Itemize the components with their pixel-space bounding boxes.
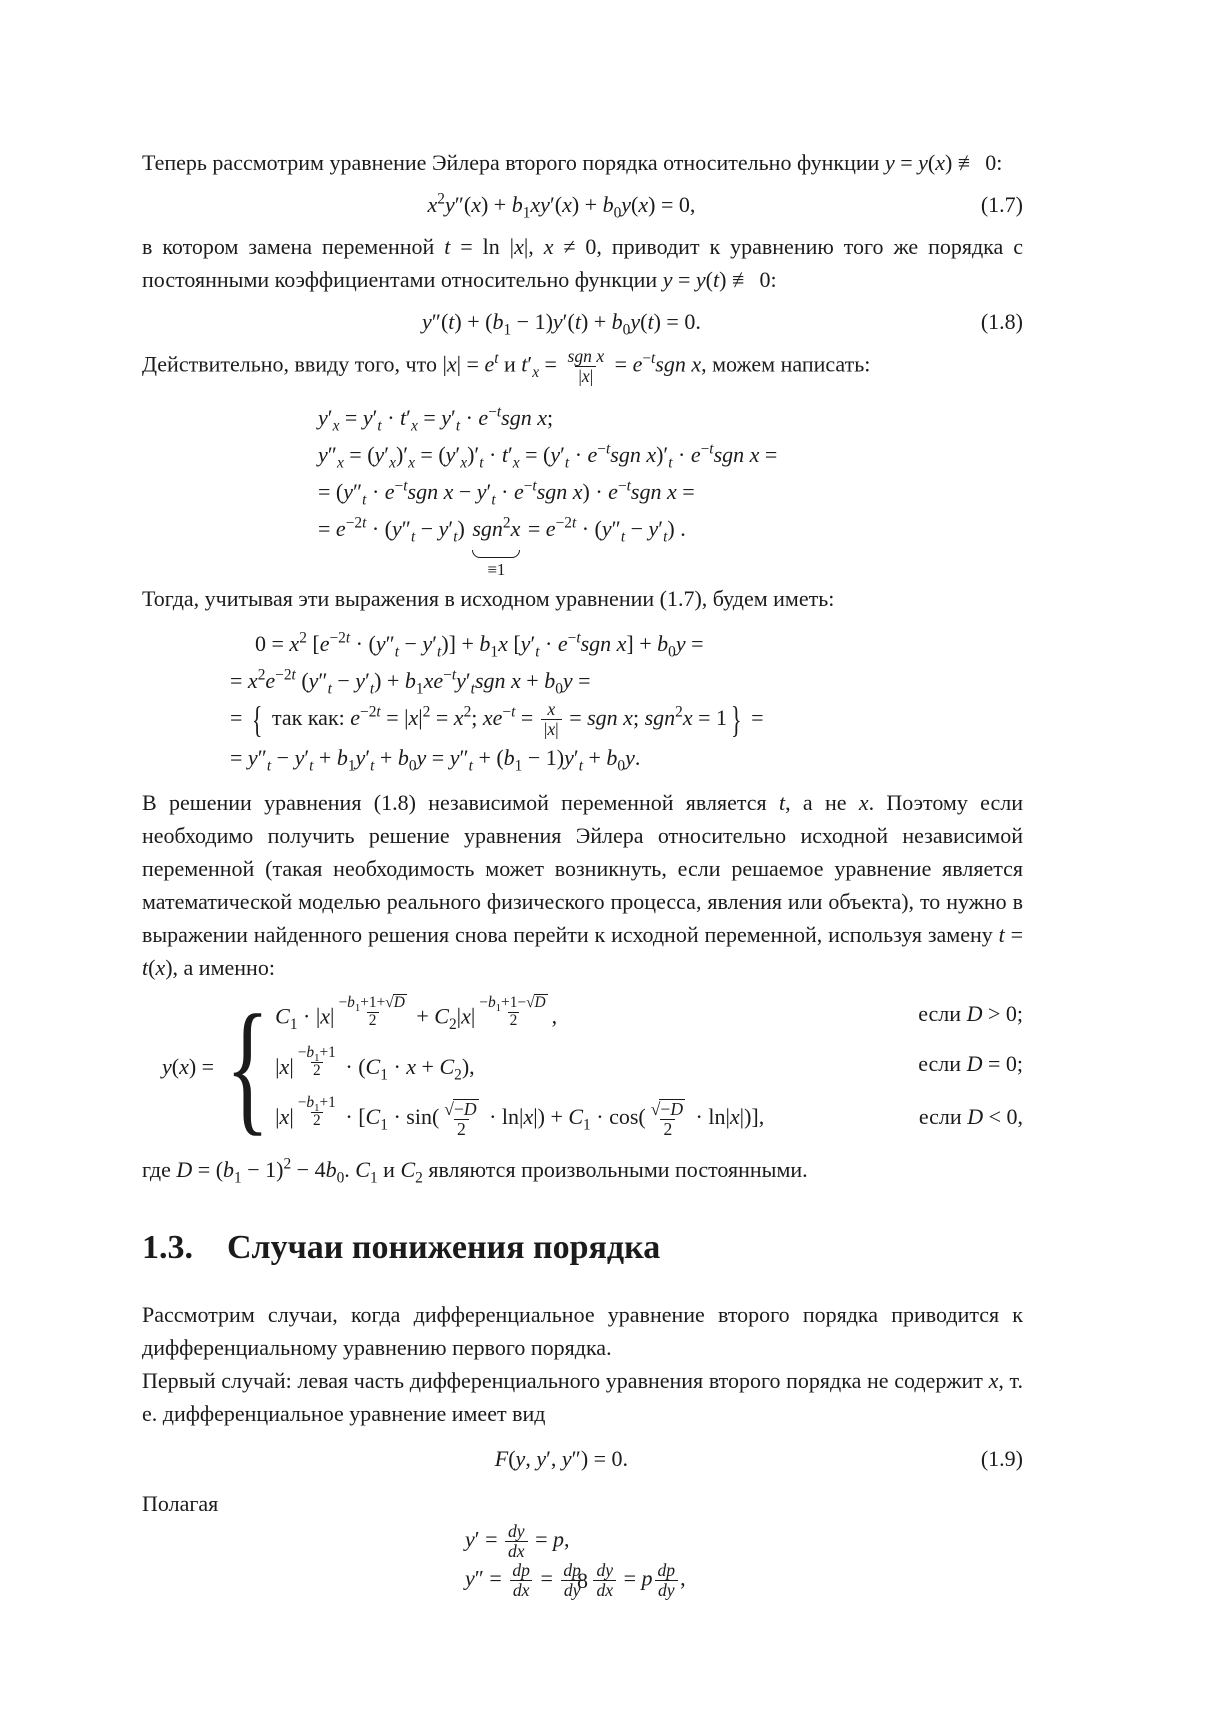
equation-1-8-body: $y''(t) + (b_1 - 1)y'(t) + b_0y(t) = 0$. xyxy=(422,309,701,339)
case-formula: |x| $^{\frac{-b_1+1}{2}}$ · $(C_1 \cdot x + C_2)$, xyxy=(275,1043,475,1084)
equation-1-8 xyxy=(142,305,1023,338)
paragraph-substitution: в котором замена переменной t = ln |x|, x ≠ 0, приводит к уравнению того же порядка с постоянными коэффициентами относительно функции y = y(t) ≢ 0: xyxy=(142,234,1023,292)
derivation-line: y″ = $\frac{dp}{dx}$ = $\frac{dp}{dy}$ $\frac{dy}{dx}$ = p $\frac{dp}{dy}$ , xyxy=(465,1559,686,1600)
derivation-block-2 xyxy=(230,625,1023,776)
case-formula: $C_1 \cdot |x|$ $^{-b_1+1+ √ D 2}$ + $C_2|x|$ $^{-b_1+1- √ D 2}$ , xyxy=(275,994,558,1034)
section-heading xyxy=(142,1228,1023,1268)
case-condition: если D = 0; xyxy=(918,1051,1023,1077)
equation-1-7 xyxy=(142,188,1023,221)
system-cases xyxy=(275,994,1023,1138)
paragraph-euler-intro: Теперь рассмотрим уравнение Эйлера второго порядка относительно функции y = y(x) ≢ 0: xyxy=(142,150,1003,175)
piecewise-system: y(x) = { $C_1 \cdot |x|$ $^{-b_1+1+ √ D 2}$ + $C_2|x|$ $^{-b_1+1- √ D 2}$ , если D > 0; |x| $^{\frac{-b_1+1}{2}}$ · $(C_1 \cdot x + C_2)$, если D = 0; |x| $^{\frac{-b_1+1}{2}}$ · [$C_1 \cdot \sin$( √ −D 2 · $\ln|x|) + C_1 \cdot \cos$( √ −D 2 · ln|x|)], если D < 0, xyxy=(162,984,1023,1149)
derivation-line: = $y''_t - y'_t + b_1y'_t + b_0y = y''_t + (b_1 - 1)y'_t + b_0y$. xyxy=(230,745,641,775)
equation-1-7-body: $x^2y''(x) + b_1xy'(x) + b_0y(x) = 0$, xyxy=(427,190,696,222)
paragraph-assuming: Полагая xyxy=(142,1490,219,1516)
paragraph-where: где $D = (b_1 - 1)^2 - 4b_0$. $C_1$ и $C_2$ являются произвольными постоянными. xyxy=(142,1155,808,1187)
derivation-line: = $e^{-2t} \cdot (y''_t - y'_t)$ sgn$^2$x ≡1 = $e^{-2t} \cdot (y''_t - y'_t)$ . xyxy=(318,514,686,579)
page-number: 8 xyxy=(577,1568,588,1593)
derivation-line: y′ = $\frac{dy}{dx}$ = p, xyxy=(465,1520,570,1561)
paragraph-then: Тогда, учитывая эти выражения в исходном уравнении (1.7), будем иметь: xyxy=(142,586,835,611)
case-formula: |x| $^{\frac{-b_1+1}{2}}$ · [$C_1 \cdot \sin$( √ −D 2 · $\ln|x|) + C_1 \cdot \cos$( √ −D 2 · ln|x|)], xyxy=(275,1093,765,1139)
case-condition: если D < 0, xyxy=(918,1104,1023,1130)
case-condition: если D > 0; xyxy=(918,1001,1023,1027)
section-title: Случаи понижения порядка xyxy=(227,1228,661,1266)
case-row xyxy=(275,994,1023,1032)
equation-1-8-number: (1.8) xyxy=(980,309,1023,334)
paragraph-first-case: Первый случай: левая часть дифференциального уравнения второго порядка не содержит x, т. е. дифференциальное уравнение имеет вид xyxy=(142,1367,1023,1426)
derivation-line: $y''_x = (y'_x)'_x = (y'_x)'_t \cdot t'_x = (y'_t \cdot e^{-t}sgn$ $x)'_t \cdot e^{-t}sgn$ x = xyxy=(318,440,778,472)
paragraph-indeed: Действительно, ввиду того, что $|x| = e^t$ и $t'_x$ = $\frac{\text{sgn x}}{|x|}$ = $e^{-t}sgn$ x, можем написать: xyxy=(142,346,871,386)
derivation-line: = $x^2e^{-2t}$ $(y''_t - y'_t) + b_1xe^{-t}y'_tsgn$ $x + b_0y$ = xyxy=(230,666,591,698)
equation-1-7-number: (1.7) xyxy=(980,192,1023,217)
system-lhs: y(x) = xyxy=(162,1054,215,1080)
case-row xyxy=(275,1095,1023,1139)
derivation-line: = ($y''_t \cdot e^{-t}sgn$ $x - y'_t \cdot e^{-t}sgn$ $x) \cdot e^{-t}sgn$ x = xyxy=(318,477,695,509)
derivation-line: $0 = x^2$ $[e^{-2t} \cdot (y''_t - y'_t)] + b_1x$ [$y'_t \cdot e^{-t}sgn$ $x] + b_0y$ = xyxy=(255,629,704,661)
section-number: 1.3. xyxy=(142,1228,193,1266)
equation-1-9-number: (1.9) xyxy=(980,1445,1023,1471)
page-footer xyxy=(142,1568,1023,1594)
case-row xyxy=(275,1045,1023,1083)
equation-1-9 xyxy=(142,1442,1023,1475)
derivation-block-1 xyxy=(318,399,1023,578)
equation-1-9-body: F(y, y′, y″) = 0. xyxy=(494,1445,629,1471)
derivation-line: = { так как: $e^{-2t} = |x|^2 = x^2$; $xe^{-t}$ = $\frac{x}{|x|}$ = sgn x; sgn$^2$x = 1 } = xyxy=(230,698,764,741)
derivation-line: $y'_x = y'_t \cdot t'_x = y'_t \cdot e^{-t}sgn$ x; xyxy=(318,403,554,435)
text-column xyxy=(142,146,1023,1600)
paragraph-solution-note: В решении уравнения (1.8) независимой переменной является t, а не x. Поэтому если необходимо получить решение уравнения Эйлера относительно исходной независимой переменной (такая необходимость может возникнуть, если решаемое уравнение является математической моделью реального физического процесса, явления или объекта), то нужно в выражении найденного решения снова перейти к исходной переменной, используя замену t = t(x), а именно: xyxy=(142,790,1023,981)
paragraph-section-intro: Рассмотрим случаи, когда дифференциальное уравнение второго порядка приводится к дифференциальному уравнению первого порядка. xyxy=(142,1301,1023,1360)
